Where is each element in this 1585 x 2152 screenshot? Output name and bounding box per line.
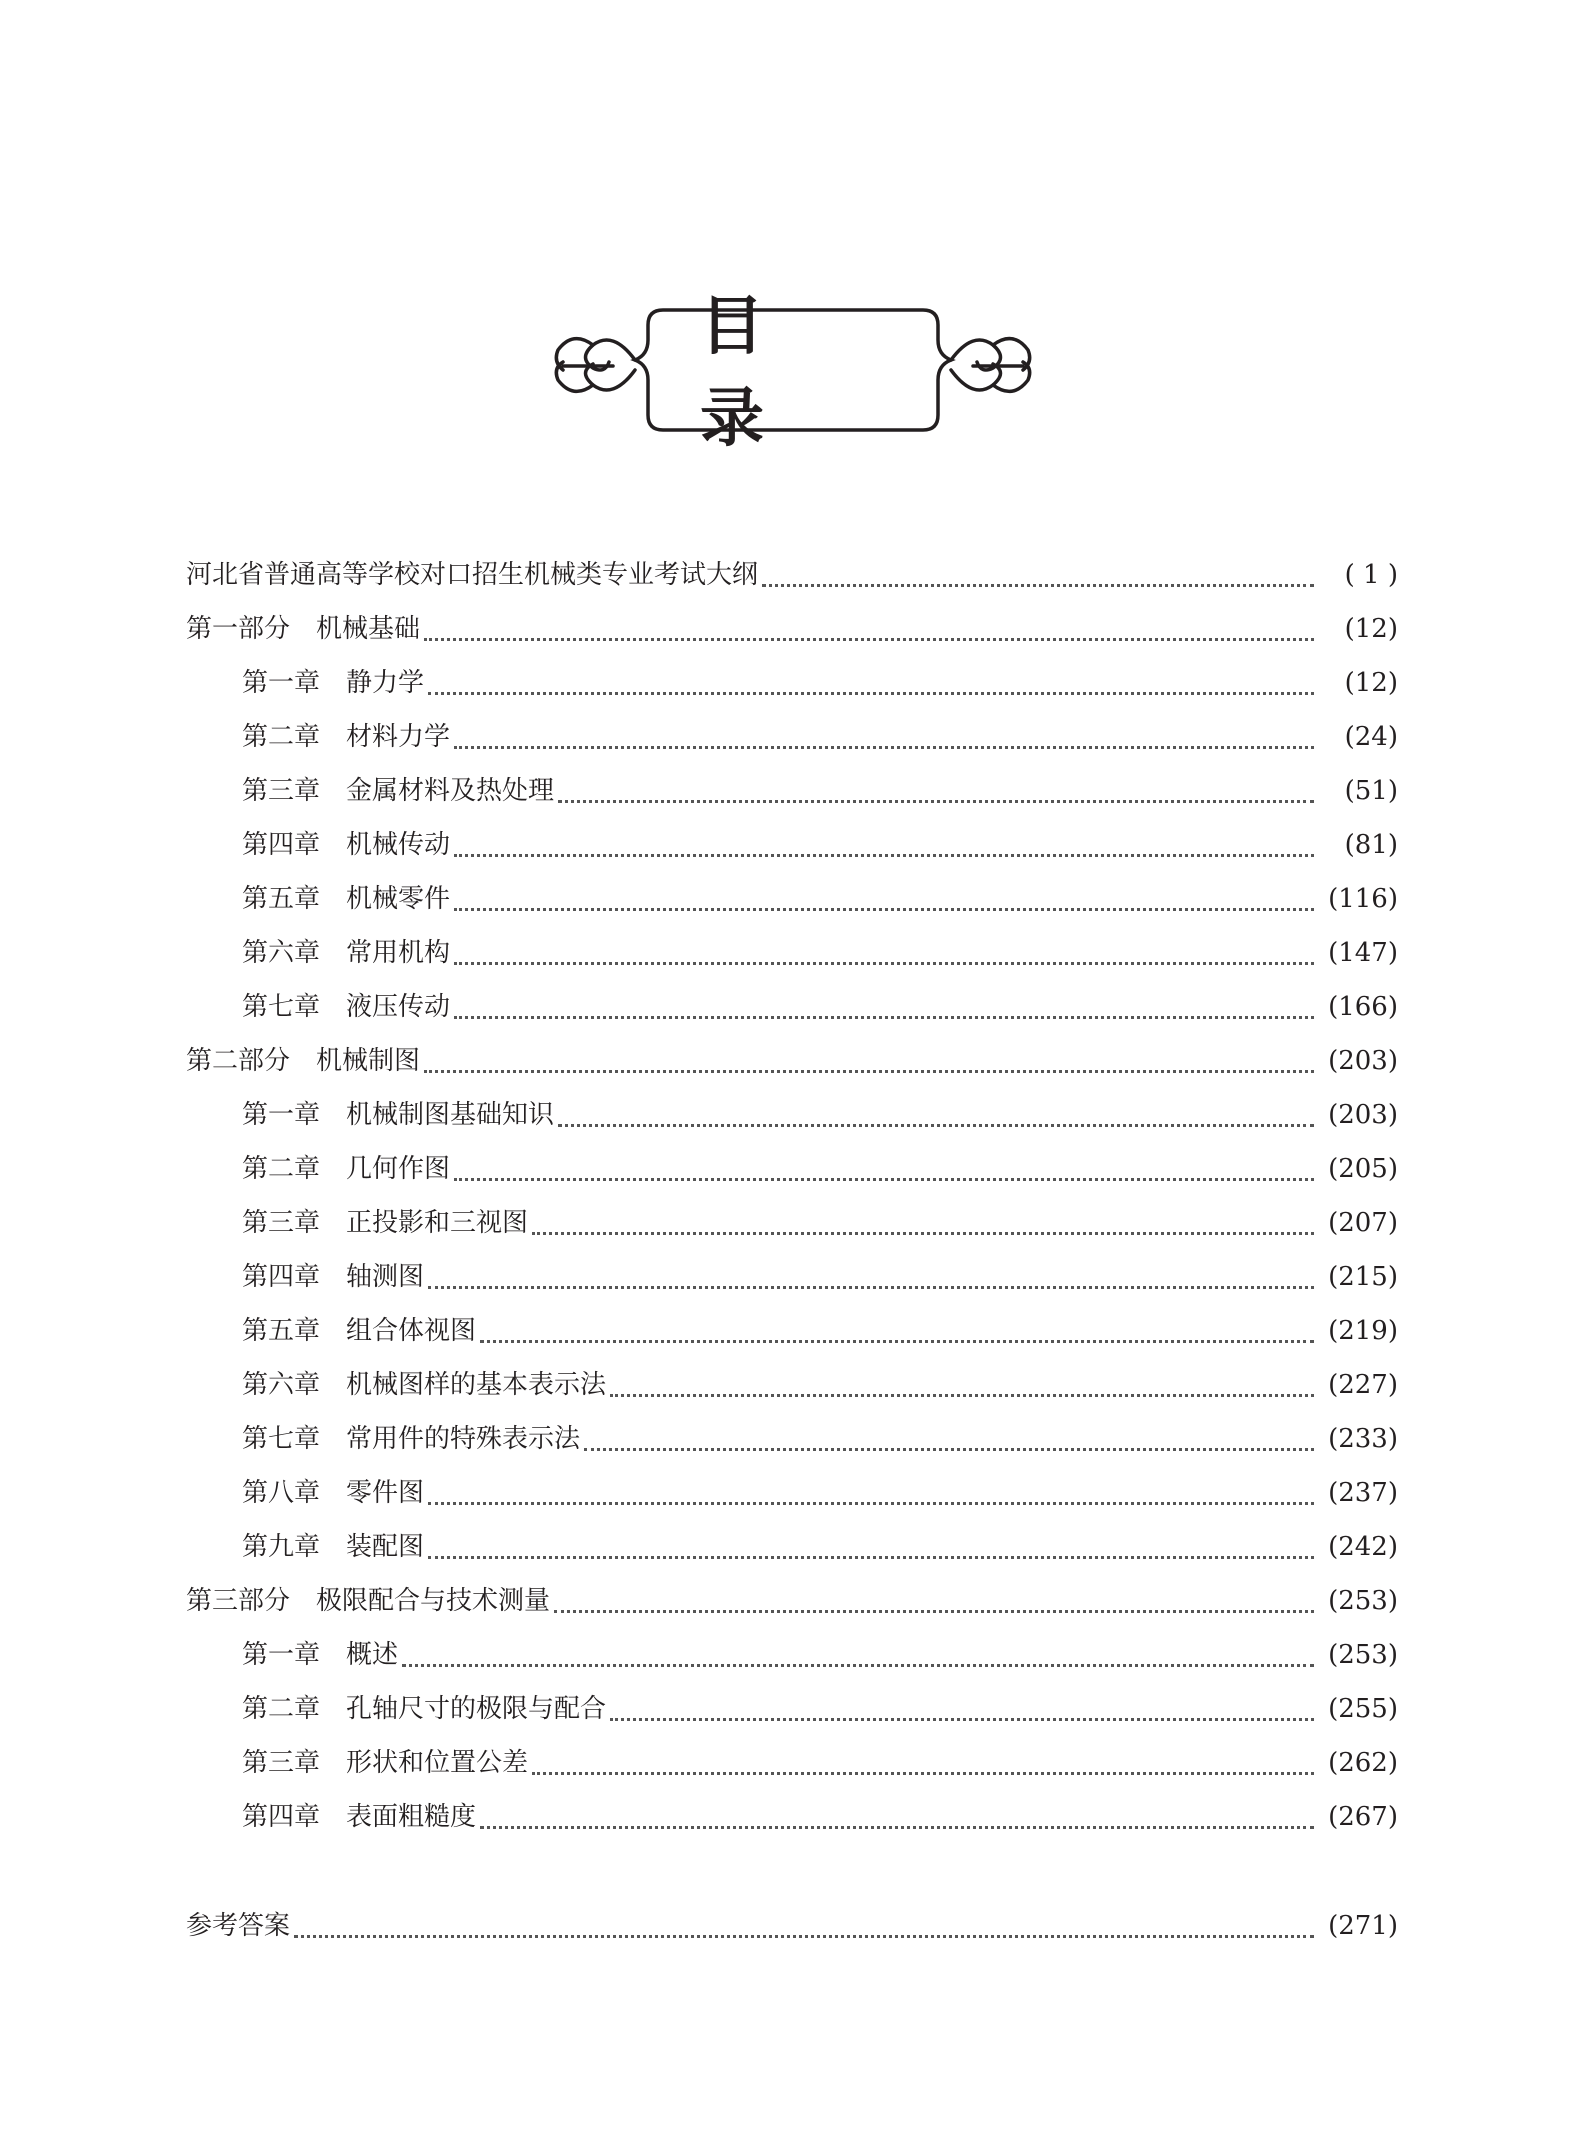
dot-leader — [454, 746, 1314, 749]
toc-entry-chapter[interactable] — [186, 980, 1398, 1034]
toc-entry-part[interactable] — [186, 1574, 1398, 1628]
toc-entry-chapter[interactable] — [186, 1736, 1398, 1790]
toc-entry-label: 河北省普通高等学校对口招生机械类专业考试大纲 — [186, 560, 759, 590]
toc-entry-label: 第一章 静力学 — [242, 668, 425, 698]
toc-entry-chapter[interactable] — [186, 710, 1398, 764]
dot-leader — [584, 1448, 1314, 1451]
toc-entry-label: 第一章 概述 — [242, 1640, 399, 1670]
dot-leader — [480, 1826, 1314, 1829]
dot-leader — [558, 800, 1314, 803]
toc-entry-chapter[interactable] — [186, 1628, 1398, 1682]
toc-entry-part[interactable] — [186, 548, 1398, 602]
toc-entry-label: 第八章 零件图 — [242, 1478, 425, 1508]
toc-entry-page-number: (116) — [1328, 884, 1398, 914]
toc-entry-part[interactable] — [186, 602, 1398, 656]
toc-entry-label: 第五章 组合体视图 — [242, 1316, 477, 1346]
toc-entry-page-number: (219) — [1328, 1316, 1398, 1346]
toc-entry-chapter[interactable] — [186, 926, 1398, 980]
toc-entry-label: 第三章 金属材料及热处理 — [242, 776, 555, 806]
toc-entry-label: 第七章 常用件的特殊表示法 — [242, 1424, 581, 1454]
toc-entry-page-number: (242) — [1328, 1532, 1398, 1562]
dot-leader — [428, 1286, 1314, 1289]
page-title: 目 录 — [700, 290, 824, 456]
toc-entry-label: 第五章 机械零件 — [242, 884, 451, 914]
table-of-contents — [186, 548, 1398, 1953]
toc-entry-page-number: (205) — [1328, 1154, 1398, 1184]
dot-leader — [428, 1502, 1314, 1505]
dot-leader — [454, 962, 1314, 965]
toc-entry-page-number: ( 1 ) — [1344, 560, 1398, 590]
toc-entry-answers[interactable] — [186, 1899, 1398, 1953]
toc-entry-label: 第九章 装配图 — [242, 1532, 425, 1562]
toc-entry-chapter[interactable] — [186, 1196, 1398, 1250]
toc-entry-chapter[interactable] — [186, 1412, 1398, 1466]
toc-entry-page-number: (203) — [1328, 1100, 1398, 1130]
toc-entry-chapter[interactable] — [186, 1520, 1398, 1574]
toc-entry-label: 第四章 表面粗糙度 — [242, 1802, 477, 1832]
toc-entry-page-number: (267) — [1328, 1802, 1398, 1832]
toc-entry-label: 第七章 液压传动 — [242, 992, 451, 1022]
toc-entry-label: 第二章 孔轴尺寸的极限与配合 — [242, 1694, 607, 1724]
toc-entry-label: 参考答案 — [186, 1911, 291, 1941]
toc-entry-page-number: (262) — [1328, 1748, 1398, 1778]
toc-entry-page-number: (207) — [1328, 1208, 1398, 1238]
dot-leader — [454, 908, 1314, 911]
dot-leader — [558, 1124, 1314, 1127]
toc-title-block — [0, 290, 1585, 456]
toc-entry-page-number: (215) — [1328, 1262, 1398, 1292]
dot-leader — [532, 1772, 1314, 1775]
toc-entry-page-number: (237) — [1328, 1478, 1398, 1508]
toc-entry-chapter[interactable] — [186, 764, 1398, 818]
toc-entry-page-number: (81) — [1344, 830, 1398, 860]
toc-entry-chapter[interactable] — [186, 1088, 1398, 1142]
dot-leader — [610, 1394, 1314, 1397]
toc-entry-label: 第六章 常用机构 — [242, 938, 451, 968]
toc-entry-label: 第三章 形状和位置公差 — [242, 1748, 529, 1778]
toc-entry-page-number: (271) — [1328, 1911, 1398, 1941]
toc-entry-page-number: (166) — [1328, 992, 1398, 1022]
toc-entry-label: 第六章 机械图样的基本表示法 — [242, 1370, 607, 1400]
dot-leader — [454, 1178, 1314, 1181]
toc-entry-label: 第一部分 机械基础 — [186, 614, 421, 644]
toc-entry-label: 第一章 机械制图基础知识 — [242, 1100, 555, 1130]
toc-entry-chapter[interactable] — [186, 1142, 1398, 1196]
toc-entry-label: 第三章 正投影和三视图 — [242, 1208, 529, 1238]
toc-entry-chapter[interactable] — [186, 1790, 1398, 1844]
dot-leader — [294, 1935, 1314, 1938]
toc-entry-chapter[interactable] — [186, 818, 1398, 872]
toc-entry-chapter[interactable] — [186, 1304, 1398, 1358]
toc-entry-label: 第四章 轴测图 — [242, 1262, 425, 1292]
toc-entry-chapter[interactable] — [186, 1250, 1398, 1304]
dot-leader — [424, 638, 1314, 641]
toc-entry-page-number: (12) — [1344, 614, 1398, 644]
toc-entry-page-number: (255) — [1328, 1694, 1398, 1724]
toc-entry-label: 第二章 材料力学 — [242, 722, 451, 752]
dot-leader — [454, 854, 1314, 857]
dot-leader — [428, 1556, 1314, 1559]
toc-entry-chapter[interactable] — [186, 1466, 1398, 1520]
dot-leader — [424, 1070, 1314, 1073]
toc-entry-chapter[interactable] — [186, 656, 1398, 710]
toc-entry-page-number: (51) — [1344, 776, 1398, 806]
dot-leader — [402, 1664, 1314, 1667]
dot-leader — [554, 1610, 1314, 1613]
toc-entry-label: 第四章 机械传动 — [242, 830, 451, 860]
toc-entry-page-number: (203) — [1328, 1046, 1398, 1076]
toc-entry-label: 第二部分 机械制图 — [186, 1046, 421, 1076]
toc-entry-chapter[interactable] — [186, 1358, 1398, 1412]
toc-entry-label: 第二章 几何作图 — [242, 1154, 451, 1184]
toc-entry-page-number: (24) — [1344, 722, 1398, 752]
dot-leader — [480, 1340, 1314, 1343]
toc-entry-page-number: (227) — [1328, 1370, 1398, 1400]
toc-entry-chapter[interactable] — [186, 872, 1398, 926]
toc-entry-label: 第三部分 极限配合与技术测量 — [186, 1586, 551, 1616]
toc-entry-page-number: (12) — [1344, 668, 1398, 698]
toc-entry-page-number: (147) — [1328, 938, 1398, 968]
toc-entry-page-number: (253) — [1328, 1586, 1398, 1616]
dot-leader — [762, 584, 1314, 587]
dot-leader — [428, 692, 1314, 695]
dot-leader — [532, 1232, 1314, 1235]
dot-leader — [454, 1016, 1314, 1019]
toc-entry-page-number: (253) — [1328, 1640, 1398, 1670]
toc-entry-page-number: (233) — [1328, 1424, 1398, 1454]
toc-entry-chapter[interactable] — [186, 1682, 1398, 1736]
dot-leader — [610, 1718, 1314, 1721]
section-gap — [186, 1844, 1398, 1899]
toc-entry-part[interactable] — [186, 1034, 1398, 1088]
